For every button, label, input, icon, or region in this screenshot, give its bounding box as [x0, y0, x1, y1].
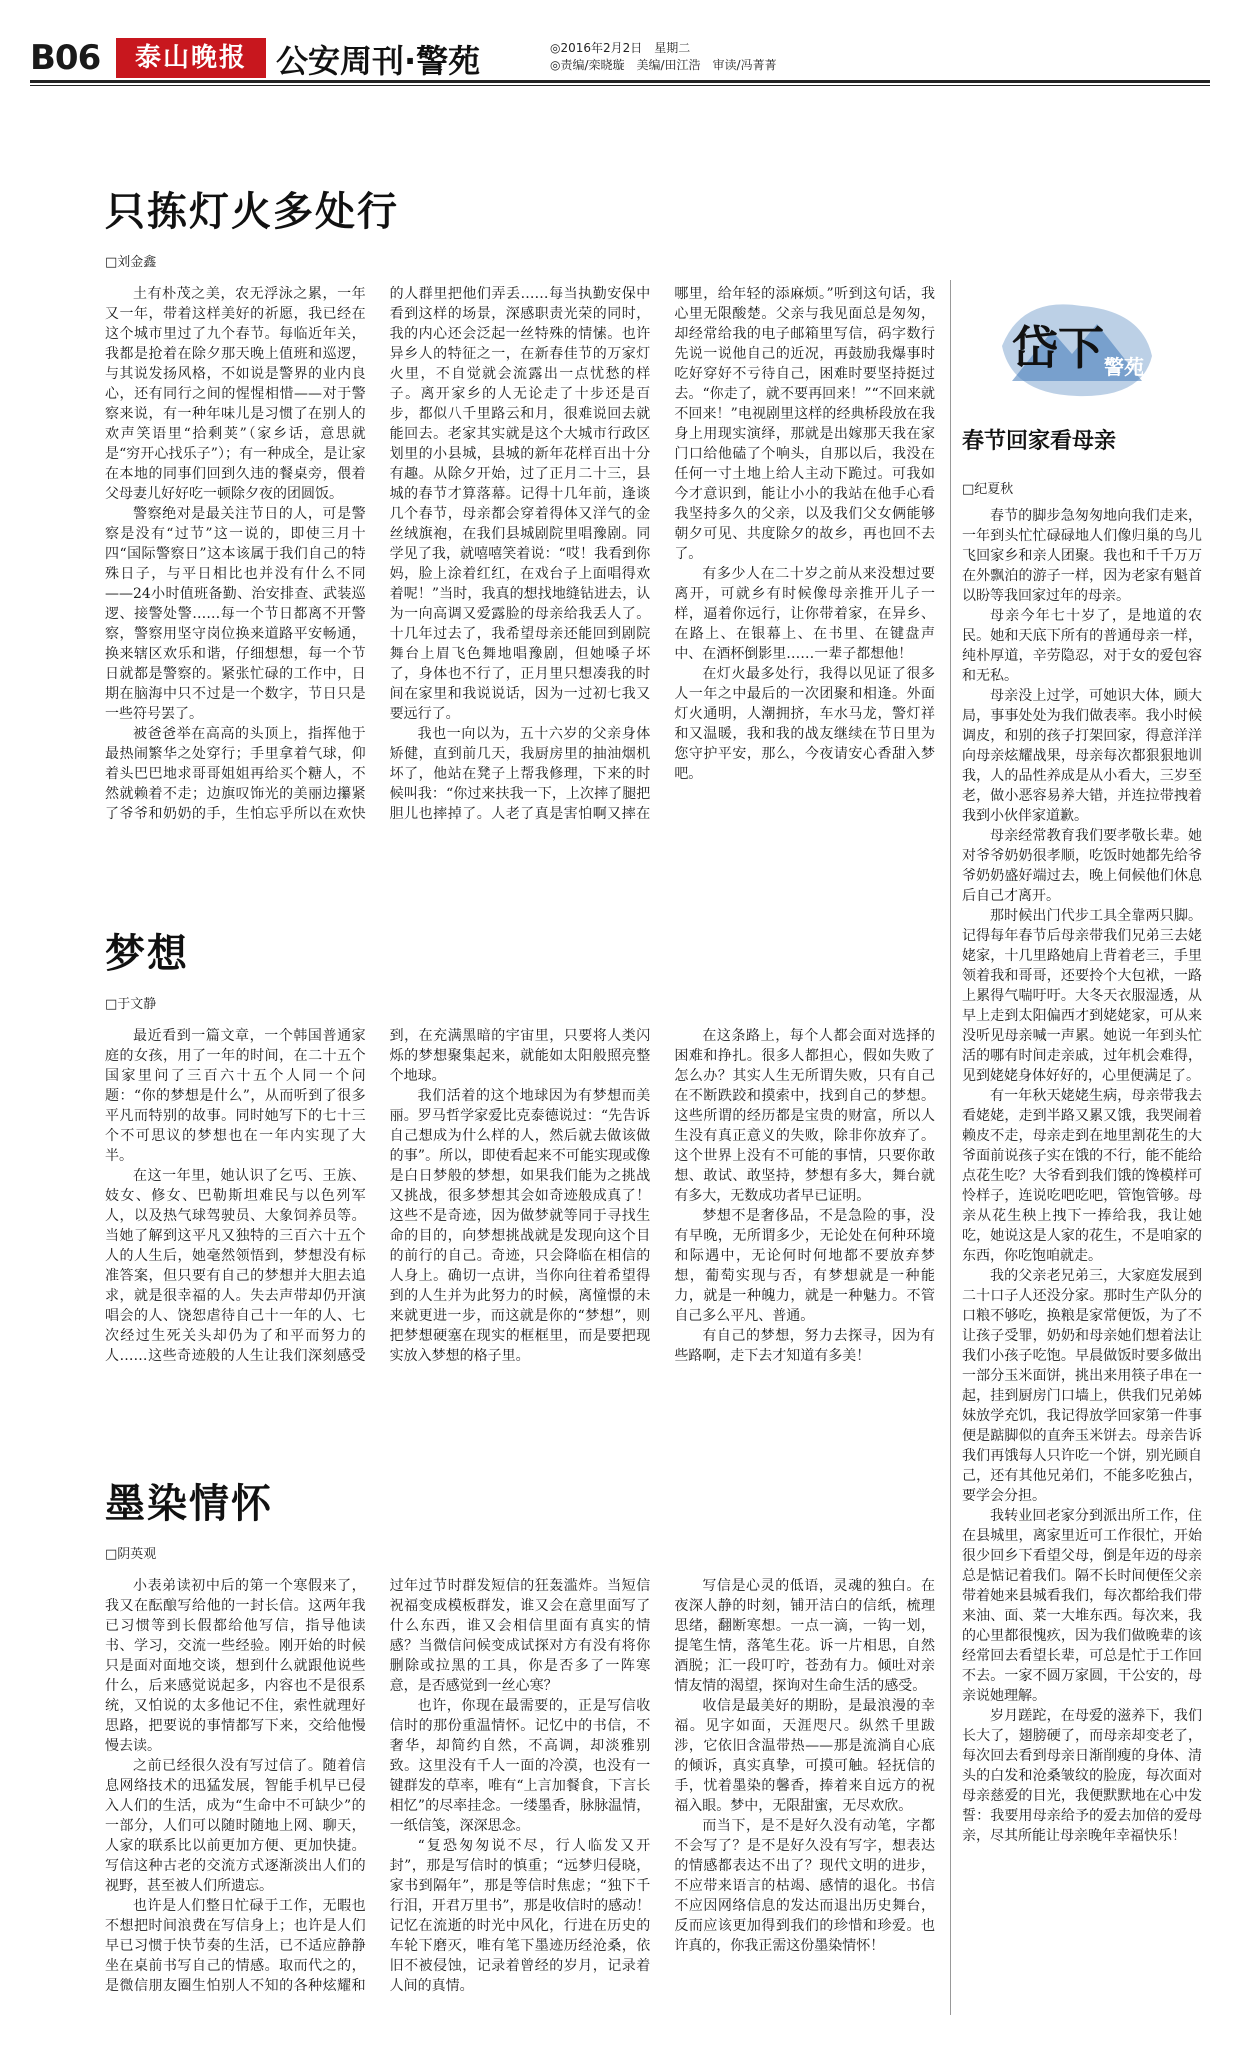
paragraph: 也许，你现在最需要的，正是写信收信时的那份重温情怀。记忆中的书信，不奢华，却简约自然，不高调，却淡雅别致。这里没有千人一面的冷漠，也没有一键群发的草率，唯有“上言加餐食，下言长相忆”的尽率挂念。一缕墨香，脉脉温情，一纸信笺，深深思念。	[389, 1698, 651, 1834]
article-title: 只拣灯火多处行	[105, 189, 399, 235]
paragraph: 我也一向以为，五十六岁的父亲身体矫健，直到前几天，我厨房里的抽油烟机坏了，他站在凳子上帮我修理，下来的时候叫我：“你过来扶我一下，上次摔了腿把胆儿也摔掉了。人老了真是害怕啊又摔在哪里，给年轻的添麻烦。”听到这句话，我心里无限酸楚。父亲与我见面总是匆匆，却经常给我的电子邮箱里写信，码字数行先说一说他自己的近况，再鼓励我爆事时吃好穿好不亏待自己，困难时要坚持挺过去。“你走了，就不要再回来！”“不回来就不回来！”电视剧里这样的经典桥段放在我身上用现实演绎，那就是出嫁那天我在家门口给他磕了个响头，自那以后，我没在任何一寸土地上给人主动下跪过。可我如今才意识到，能让小小的我站在他手心看我坚持多久的父亲，以及我们父女俩能够朝夕可见、共度除夕的故乡，再也回不去了。	[389, 286, 935, 822]
article-byline: □刘金鑫	[105, 255, 157, 270]
column-badge	[992, 286, 1162, 406]
paragraph: 之前已经很久没有写过信了。随着信息网络技术的迅猛发展，智能手机早已侵入人们的生活，成为“生命中不可缺少”的一部分，人们可以随时随地上网、聊天，人家的联系比以前更加方便、更加快捷。写信这种古老的交流方式逐渐淡出人们的视野，甚至被人们所遗忘。	[105, 1758, 366, 1894]
paragraph: 母亲经常教育我们要孝敬长辈。她对爷爷奶奶很孝顺，吃饭时她都先给爷爷奶奶盛好端过去，晚上伺候他们休息后自己才离开。	[962, 828, 1202, 904]
article-byline: □于文静	[105, 997, 157, 1012]
article-body	[105, 1026, 935, 1456]
sidebar-article-body	[962, 506, 1202, 1846]
badge-main-text: 岱下	[1012, 321, 1104, 375]
badge-sub-text: 警苑	[1104, 355, 1144, 379]
paragraph: 收信是最美好的期盼，是最浪漫的幸福。见字如面，天涯咫尺。纵然千里跋涉，它依旧含温带热——那是流淌自心底的倾诉，真实真挚，可摸可触。轻抚信的手，忧着墨染的馨香，捧着来自远方的祝福入眼。梦中，无限甜蜜，无尽欢欣。	[674, 1698, 935, 1814]
paragraph: 我的父亲老兄弟三，大家庭发展到二十口子人还没分家。那时生产队分的口粮不够吃，换粮是家常便饭，为了不让孩子受罪，奶奶和母亲她们想着法让我们小孩子吃饱。早晨做饭时要多做出一部分玉米面饼，挑出来用筷子串在一起，挂到厨房门口墙上，供我们兄弟姊妹放学充饥，我记得放学回家第一件事便是踮脚似的直奔玉米饼去。母亲告诉我们再饿每人只许吃一个饼，别光顾自己，还有其他兄弟们，不能多吃独占，要学会分担。	[962, 1268, 1202, 1504]
paragraph: 我转业回老家分到派出所工作，住在县城里，离家里近可工作很忙，开始很少回乡下看望父母，倒是年迈的母亲总是惦记着我们。隔不长时间便侄父亲带着她来县城看我们，每次都给我们带来油、面、菜一大堆东西。每次来，我的心里都很愧疚，因为我们做晚辈的该经常回去看望长辈，可总是忙于工作回不去。一家不圆万家圆，干公安的，母亲说她理解。	[962, 1508, 1202, 1704]
column-divider	[950, 280, 951, 2015]
article-byline: □阴英观	[105, 1547, 157, 1562]
article-3	[105, 1472, 935, 2046]
paragraph: “复恐匆匆说不尽，行人临发又开封”，那是写信时的慎重；“远梦归侵晓，家书到隔年”，那是等信时焦虑；“独下千行泪，开君万里书”，那是收信时的感动！记忆在流逝的时光中风化，行进在历史的车轮下磨灭，唯有笔下墨迹历经沧桑，依旧不被侵蚀，记录着曾经的岁月，记录着人间的真情。	[389, 1838, 651, 1994]
paragraph: 写信是心灵的低语，灵魂的独白。在夜深人静的时刻，铺开洁白的信纸，梳理思绪，翻断寒想。一点一滴，一钩一划，提笔生情，落笔生花。诉一片相思，自然酒脱；汇一段叮咛，苍劲有力。倾吐对亲情友情的渴望，探询对生命生活的感受。	[674, 1578, 935, 1694]
date-line: ◎2016年2月2日 星期二	[550, 41, 691, 55]
section-title: 公安周刊·警苑	[276, 42, 481, 80]
paragraph: 最近看到一篇文章，一个韩国普通家庭的女孩，用了一年的时间，在二十五个国家里问了三百六十五个人同一个问题：“你的梦想是什么”，从而听到了很多平凡而特别的故事。同时她写下的七十三个不可思议的梦想也在一年内实现了大半。	[105, 1028, 366, 1164]
editors-line: ◎责编/栾晓璇 美编/田江浩 审读/冯菁菁	[550, 58, 777, 72]
paragraph: 在这条路上，每个人都会面对选择的困难和挣扎。很多人都担心，假如失败了怎么办？其实人生无所谓失败，只有自己在不断跌跤和摸索中，找到自己的梦想。这些所谓的经历都是宝贵的财富，所以人生没有真正意义的失败，除非你放弃了。这个世界上没有不可能的事情，只要你敢想、敢试、敢坚持，梦想有多大，舞台就有多大，无数成功者早已证明。	[674, 1028, 935, 1204]
article-body	[105, 284, 935, 854]
paragraph: 警察绝对是最关注节日的人，可是警察是没有“过节”这一说的，即使三月十四“国际警察日”这本该属于我们自己的特殊日子，与平日相比也并没有什么不同——24小时值班备勤、治安排查、武装巡逻、接警处警……每一个节日都离不开警察，警察用坚守岗位换来道路平安畅通，换来辖区欢乐和谐，仔细想想，每一个节日就都是警察的。紧张忙碌的工作中，日期在脑海中只不过是一个数字，节日只是一些符号罢了。	[105, 506, 366, 722]
article-body	[105, 1576, 935, 2046]
paragraph: 而当下，是不是好久没有动笔，字都不会写了？是不是好久没有写字，想表达的情感都表达不出了？现代文明的进步，不应带来语言的枯竭、感情的退化。书信不应因网络信息的发达而退出历史舞台，反而应该更加得到我们的珍惜和珍爱。也许真的，你我正需这份墨染情怀！	[674, 1818, 935, 1954]
paragraph: 小表弟读初中后的第一个寒假来了，我又在酝酿写给他的一封长信。这两年我已习惯等到长假都给他写信，指导他读书、学习，交流一些经验。刚开始的时候只是面对面地交谈，想到什么就跟他说些什么，后来感觉说起多，内容也不是很系统，又怕说的太多他记不住，索性就理好思路，把要说的事情都写下来，交给他慢慢去读。	[105, 1578, 366, 1754]
issue-meta	[550, 40, 777, 74]
paragraph: 岁月蹉跎，在母爱的滋养下，我们长大了，翅膀硬了，而母亲却变老了，每次回去看到母亲日渐削瘦的身体、清头的白发和沧桑皱纹的脸庞，每次面对母亲慈爱的目光，我便默默地在心中发誓：我要用母亲给予的爱去加倍的爱母亲，尽其所能让母亲晚年幸福快乐！	[962, 1708, 1202, 1844]
paragraph: 在这一年里，她认识了乞丐、王族、妓女、修女、巴勒斯坦难民与以色列军人，以及热气球驾驶员、大象饲养员等。当她了解到这平凡又独特的三百六十五个人的人生后，她毫然领悟到，梦想没有标准答案，但只要有自己的梦想并大胆去追求，就是很幸福的人。失去声带却仍开演唱会的人、饶恕虐待自己十一年的人、七次经过生死关头却仍为了和平而努力的人……这些奇迹般的人生让我们深刻感受到，在充满黑暗的宇宙里，只要将人类闪烁的梦想聚集起来，就能如太阳般照亮整个地球。	[105, 1028, 651, 1364]
masthead-rule-thin	[30, 85, 1210, 86]
masthead	[30, 34, 1210, 84]
paragraph: 母亲没上过学，可她识大体，顾大局，事事处处为我们做表率。我小时候调皮，和别的孩子打架回家，得意洋洋向母亲炫耀战果，母亲每次都狠狠地训我，人的品性养成是从小看大，三岁至老，做小恶容易养大错，并连拉带拽着我到小伙伴家道歉。	[962, 688, 1202, 824]
paragraph: 春节的脚步急匆匆地向我们走来，一年到头忙忙碌碌地人们像归巢的鸟儿飞回家乡和亲人团聚。我也和千千万万在外飘泊的游子一样，因为老家有魁首以盼等我回家过年的母亲。	[962, 508, 1202, 604]
sidebar-byline: □纪夏秋	[962, 482, 1014, 497]
paragraph: 母亲今年七十岁了，是地道的农民。她和天底下所有的普通母亲一样，纯朴厚道，辛劳隐忍，对于女的爱包容和无私。	[962, 608, 1202, 684]
article-1	[105, 180, 935, 854]
paragraph: 那时候出门代步工具全靠两只脚。记得每年春节后母亲带我们兄弟三去姥姥家，十几里路她肩上背着老三，手里领着我和哥哥，还要拎个大包袱，一路上累得气喘吁吁。大冬天衣服湿透，从早上走到太阳偏西才到姥姥家，可从来没听见母亲喊一声累。她说一年到头忙活的哪有时间走亲戚，过年机会难得，见到姥姥身体好好的，心里便满足了。	[962, 908, 1202, 1084]
sidebar-article-title: 春节回家看母亲	[962, 429, 1117, 454]
article-2	[105, 922, 935, 1456]
paragraph: 有一年秋天姥姥生病，母亲带我去看姥姥，走到半路又累又饿，我哭闹着赖皮不走，母亲走到在地里割花生的大爷面前说孩子实在饿的不行，能不能给点花生吃？大爷看到我们饿的馋模样可怜样子，连说吃吧吃吧，管饱管够。母亲从花生秧上拽下一捧给我，我让她吃，她说这是人家的花生，不是咱家的东西，你吃饱咱就走。	[962, 1088, 1202, 1264]
article-title: 梦想	[105, 931, 189, 977]
paragraph: 被爸爸举在高高的头顶上，指挥他于最热闹繁华之处穿行；手里拿着气球，仰着头巴巴地求哥哥姐姐再给买个糖人，不然就赖着不走；边旗叹饰光的美丽边攥紧了爷爷和奶奶的手，生怕忘乎所以在欢快的人群里把他们弄丢……每当执勤安保中看到这样的场景，深感职责光荣的同时，我的内心还会泛起一丝特殊的情愫。也许异乡人的特征之一，在新春佳节的万家灯火里，不自觉就会流露出一点忧愁的样子。离开家乡的人无论走了十步还是百步，都似八千里路云和月，很难说回去就能回去。老家其实就是这个大城市行政区划里的小县城，县城的新年花样百出十分有趣。从除夕开始，过了正月二十三，县城的春节才算落幕。记得十几年前，逢谈几个春节，母亲都会穿着得体又洋气的金丝绒旗袍，在我们县城剧院里唱豫剧。同学见了我，就嘻嘻笑着说：“哎！我看到你妈，脸上涂着红红，在戏台子上面唱得欢着呢！”当时，我真的想找地缝钻进去，认为一向高调又爱露脸的母亲给我丢人了。十几年过去了，我希望母亲还能回到剧院舞台上眉飞色舞地唱豫剧，但她嗓子坏了，身体也不行了，正月里只想凑我的时间在家里和我说说话，因为一过初七我又要远行了。	[105, 286, 651, 822]
paragraph: 土有朴茂之美，农无浮泳之累，一年又一年，带着这样美好的祈愿，我已经在这个城市里过了九个春节。每临近年关，我都是抢着在除夕那天晚上值班和巡逻，与其说发扬风格，不如说是警界的业内良心，还有同行之间的惺惺相惜——对于警察来说，有一种年味儿是习惯了在别人的欢声笑语里“拾剩荚”（家乡话，意思就是“穷开心找乐子”）；有一种成全，是让家在本地的同事们回到久违的餐桌旁，偎着父母妻儿好好吃一顿除夕夜的团圆饭。	[105, 286, 366, 502]
paragraph: 也许是人们整日忙碌于工作，无暇也不想把时间浪费在写信身上；也许是人们早已习惯于快节奏的生活，已不适应静静坐在桌前书写自己的情感。取而代之的，是微信朋友圈生怕别人不知的各种炫耀和过年过节时群发短信的狂轰滥炸。当短信祝福变成模板群发，谁又会在意里面写了什么东西，谁又会相信里面有真实的情感？当微信问候变成试探对方有没有将你删除或拉黑的工具，你是否多了一阵寒意，是否感觉到一丝心寒？	[105, 1578, 651, 1994]
masthead-rule	[30, 80, 1210, 83]
paragraph: 有多少人在二十岁之前从来没想过要离开，可就乡有时候像母亲推开儿子一样，逼着你远行，让你带着家，在异乡、在路上、在银幕上、在书里、在键盘声中、在酒杯倒影里……一辈子都想他！	[674, 566, 935, 662]
paragraph: 有自己的梦想，努力去探寻，因为有些路啊，走下去才知道有多美！	[674, 1328, 935, 1364]
article-title: 墨染情怀	[105, 1481, 273, 1527]
paragraph: 我们活着的这个地球因为有梦想而美丽。罗马哲学家爱比克泰德说过：“先告诉自己想成为什么样的人，然后就去做该做的事”。所以，即使看起来不可能实现或像是白日梦般的梦想，如果我们能为之挑战又挑战，很多梦想其会如奇迹般成真了！这些不是奇迹，因为做梦就等同于寻找生命的目的，向梦想挑战就是发现向这个目的前行的自己。奇迹，只会降临在相信的人身上。确切一点讲，当你向往着希望得到的人生并为此努力的时候，离憧憬的未来就更进一步，而这就是你的“梦想”，则把梦想硬塞在现实的框框里，而是要把现实放入梦想的格子里。	[389, 1088, 651, 1364]
paragraph: 梦想不是奢侈品，不是急险的事，没有早晚，无所谓多少，无论处在何种环境和际遇中，无论何时何地都不要放弃梦想，葡萄实现与否，有梦想就是一种能力，就是一种魄力，就是一种魅力。不管自己多么平凡、普通。	[674, 1208, 935, 1324]
paragraph: 在灯火最多处行，我得以见证了很多人一年之中最后的一次团聚和相逢。外面灯火通明，人潮拥挤，车水马龙，警灯祥和又温暖，我和我的战友继续在节日里为您守护平安，那么，今夜请安心香甜入梦吧。	[674, 666, 935, 782]
newspaper-logo: 泰山晚报	[116, 38, 266, 78]
page-number: B06	[30, 38, 101, 78]
